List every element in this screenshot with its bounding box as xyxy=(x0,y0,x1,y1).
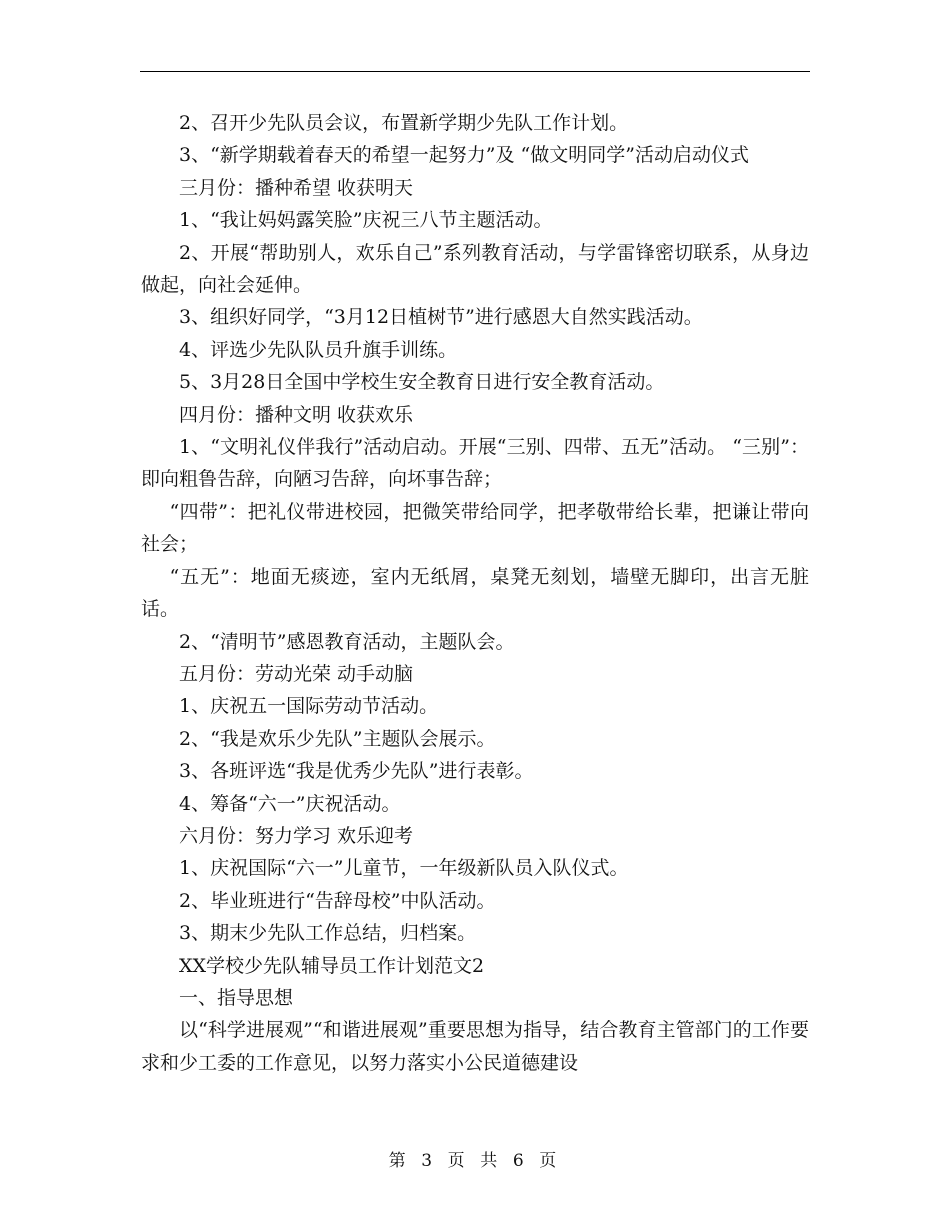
paragraph: 1、庆祝国际“六一”儿童节，一年级新队员入队仪式。 xyxy=(179,857,629,880)
paragraph: 2、开展“帮助别人，欢乐自己”系列教育活动，与学雷锋密切联系，从身边做起，向社会延伸。 xyxy=(141,241,809,297)
paragraph: 2、毕业班进行“告辞母校”中队活动。 xyxy=(179,889,496,912)
paragraph: 3、组织好同学，“3月12日植树节”进行感恩大自然实践活动。 xyxy=(179,306,703,329)
section-heading-march: 三月份：播种希望 收获明天 xyxy=(179,176,414,199)
section-heading-june: 六月份：努力学习 欢乐迎考 xyxy=(179,824,414,847)
paragraph: 1、“文明礼仪伴我行”活动启动。开展“三别、四带、五无”活动。 “三别”：即向粗鲁告辞，向陋习告辞，向坏事告辞； xyxy=(141,436,809,491)
paragraph: 2、“清明节”感恩教育活动，主题队会。 xyxy=(179,630,515,653)
section-heading-april: 四月份：播种文明 收获欢乐 xyxy=(179,403,414,426)
document-title: XX学校少先队辅导员工作计划范文2 xyxy=(179,954,485,977)
paragraph: 以“科学进展观”“和谐进展观”重要思想为指导，结合教育主管部门的工作要求和少工委的工作意见，以努力落实小公民道德建设 xyxy=(141,1019,809,1074)
paragraph: 3、各班评选“我是优秀少先队”进行表彰。 xyxy=(179,760,534,783)
header-rule xyxy=(140,71,810,72)
paragraph: 4、筹备“六一”庆祝活动。 xyxy=(179,792,401,815)
paragraph: “五无”：地面无痰迹，室内无纸屑，桌凳无刻划，墙壁无脚印，出言无脏话。 xyxy=(141,565,809,621)
paragraph: “四带”：把礼仪带进校园，把微笑带给同学，把孝敬带给长辈，把谦让带向社会； xyxy=(141,500,809,556)
paragraph: 3、期末少先队工作总结，归档案。 xyxy=(179,922,477,945)
body-text xyxy=(141,107,809,1079)
paragraph: 3、“新学期载着春天的希望一起努力”及 “做文明同学”活动启动仪式 xyxy=(179,144,749,167)
paragraph: 1、庆祝五一国际劳动节活动。 xyxy=(179,695,439,718)
page-footer: 第 3 页 共 6 页 xyxy=(388,1151,562,1171)
paragraph: 4、评选少先队队员升旗手训练。 xyxy=(179,338,458,361)
paragraph: 1、“我让妈妈露笑脸”庆祝三八节主题活动。 xyxy=(179,209,553,232)
paragraph: 2、召开少先队员会议，布置新学期少先队工作计划。 xyxy=(179,112,629,134)
section-heading: 一、指导思想 xyxy=(179,986,294,1009)
section-heading-may: 五月份：劳动光荣 动手动脑 xyxy=(179,662,414,685)
paragraph: 5、3月28日全国中学校生安全教育日进行安全教育活动。 xyxy=(179,371,665,394)
paragraph: 2、“我是欢乐少先队”主题队会展示。 xyxy=(179,727,496,750)
